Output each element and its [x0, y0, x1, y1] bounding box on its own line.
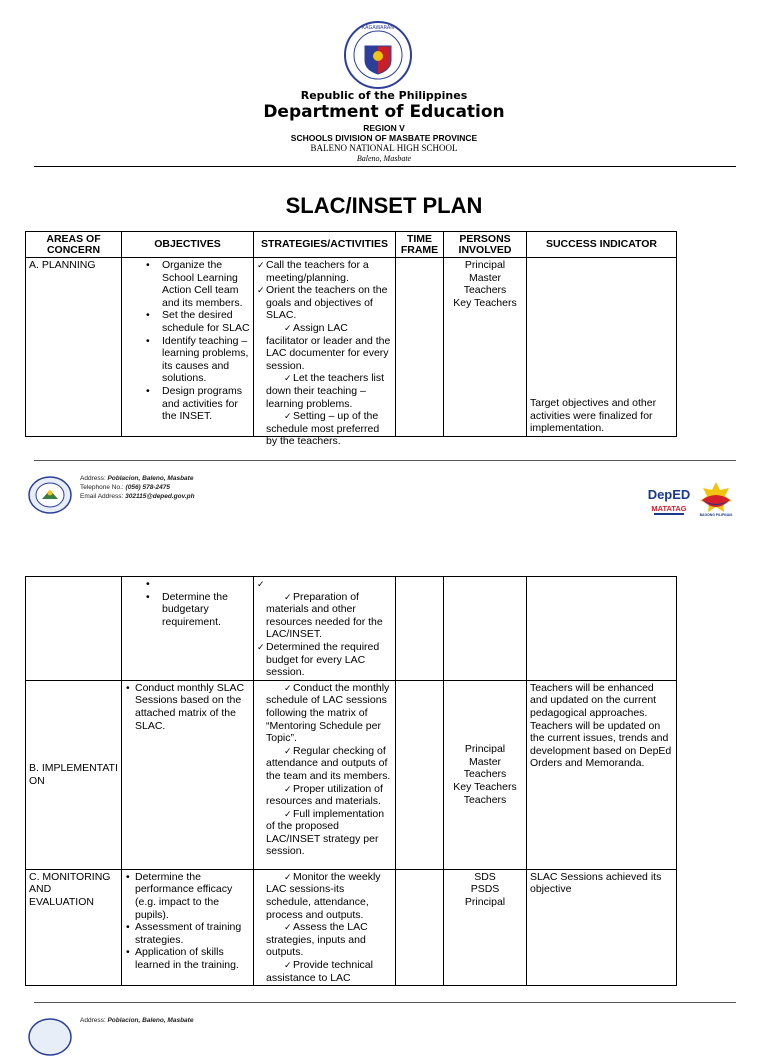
header-divider [34, 166, 736, 167]
footer-divider-2 [34, 1002, 736, 1003]
strategies-cell [254, 258, 396, 448]
footer-contact [80, 474, 195, 501]
objectives-cell [122, 680, 254, 869]
list-item: • Determine the performance efficacy (e.g. impact to the pupils). [125, 871, 250, 921]
col-header-strategies: STRATEGIES/ACTIVITIES [254, 232, 396, 258]
persons-cell: Principal Master Teachers Key Teachers Teachers [444, 680, 527, 869]
col-header-area: AREAS OF CONCERN [26, 232, 122, 258]
plan-table-part-2 [25, 576, 677, 986]
table-row-planning-continued [26, 577, 677, 681]
list-item: ✓ Preparation of materials and other resources needed for the LAC/INSET. [257, 591, 392, 641]
list-item [125, 578, 250, 591]
address-value: Poblacion, Baleno, Masbate [107, 475, 194, 482]
list-item: ✓ Setting – up of the schedule most preferred by the teachers. [257, 410, 392, 448]
strategies-cell [254, 577, 396, 681]
footer [0, 470, 768, 530]
address-value: Poblacion, Baleno, Masbate [107, 1017, 194, 1024]
objectives-cell [122, 258, 254, 437]
list-item: ✓ Orient the teachers on the goals and objectives of SLAC. [257, 284, 392, 322]
success-cell [527, 577, 677, 681]
matatag-text: MATATAG [651, 504, 687, 513]
list-item: • Determine the budgetary requirement. [125, 591, 250, 629]
list-item: ✓ Assign LAC facilitator or leader and the LAC documenter for every session. [257, 322, 392, 372]
time-frame-cell [396, 258, 444, 437]
area-cell: A. PLANNING [26, 258, 122, 437]
deped-logo-text: DepED [647, 487, 691, 502]
success-cell: SLAC Sessions achieved its objective [527, 869, 677, 985]
objectives-cell [122, 869, 254, 985]
strategies-cell [254, 869, 396, 985]
deped-matatag-logo-icon [648, 482, 690, 518]
school-location: Baleno, Masbate [356, 154, 412, 163]
list-item: ✓ Proper utilization of resources and materials. [257, 783, 392, 808]
time-frame-cell [396, 680, 444, 869]
list-item: ✓ Regular checking of attendance and outputs of the team and its members. [257, 745, 392, 783]
list-item: • Assessment of training strategies. [125, 921, 250, 946]
school-name: BALENO NATIONAL HIGH SCHOOL [310, 143, 458, 153]
list-item: ✓ Assess the LAC strategies, inputs and outputs. [257, 921, 392, 959]
table-row-implementation [26, 680, 677, 869]
list-item: ✓ Conduct the monthly schedule of LAC sessions following the matrix of “Mentoring Schedule per Topic”. [257, 682, 392, 745]
bagong-text: BAGONG PILIPINAS [699, 513, 733, 517]
address-label: Address: [80, 1017, 106, 1024]
footer-divider [34, 460, 736, 461]
time-frame-cell [396, 577, 444, 681]
department-name: Department of Education [263, 102, 505, 122]
list-item: ✓ Determined the required budget for every LAC session. [257, 641, 392, 679]
svg-text:KAGAWARAN: KAGAWARAN [361, 25, 395, 31]
telephone-value: (056) 578-2475 [125, 484, 170, 491]
col-header-time-frame: TIME FRAME [396, 232, 444, 258]
school-logo-icon [27, 1017, 73, 1057]
list-item: • Application of skills learned in the training. [125, 946, 250, 971]
list-item: • Conduct monthly SLAC Sessions based on the attached matrix of the SLAC. [125, 682, 250, 732]
footer-contact [80, 1016, 193, 1025]
col-header-objectives: OBJECTIVES [122, 232, 254, 258]
address-label: Address: [80, 475, 106, 482]
area-cell: C. MONITORING AND EVALUATION [26, 869, 122, 985]
persons-cell [444, 577, 527, 681]
time-frame-cell [396, 869, 444, 985]
telephone-label: Telephone No.: [80, 484, 124, 491]
email-value: 302115@deped.gov.ph [125, 493, 195, 500]
persons-cell: SDS PSDS Principal [444, 869, 527, 985]
table-row-planning [26, 258, 677, 437]
area-cell [26, 577, 122, 681]
list-item: ✓ Monitor the weekly LAC sessions-its schedule, attendance, process and outputs. [257, 871, 392, 921]
deped-seal-icon [343, 20, 413, 90]
success-cell: Target objectives and other activities were finalized for implementation. [527, 258, 677, 437]
region-line: REGION V [363, 123, 405, 133]
success-cell: Teachers will be enhanced and updated on the current pedagogical approaches. Teachers will be updated on the current issues, trends and development based on DepEd Orders and Memoranda. [527, 680, 677, 869]
footer-2 [0, 1012, 768, 1024]
list-item [257, 578, 392, 591]
list-item: • Organize the School Learning Action Cell team and its members. [125, 259, 250, 309]
list-item: ✓ Full implementation of the proposed LAC/INSET strategy per session. [257, 808, 392, 858]
list-item: • Design programs and activities for the INSET. [125, 385, 250, 423]
list-item: ✓ Provide technical assistance to LAC [257, 959, 392, 984]
col-header-success: SUCCESS INDICATOR [527, 232, 677, 258]
col-header-persons: PERSONS INVOLVED [444, 232, 527, 258]
list-item: ✓ Let the teachers list down their teaching – learning problems. [257, 372, 392, 410]
list-item: • Identify teaching – learning problems, its causes and solutions. [125, 335, 250, 385]
bagong-pilipinas-logo-icon [696, 478, 736, 518]
list-item: ✓ Call the teachers for a meeting/planning. [257, 259, 392, 284]
plan-table-part-1 [25, 231, 677, 448]
table-header-row [26, 232, 677, 258]
persons-cell: Principal Master Teachers Key Teachers [444, 258, 527, 437]
email-label: Email Address: [80, 493, 124, 500]
objectives-cell [122, 577, 254, 681]
school-logo-icon [27, 475, 73, 515]
table-row-monitoring [26, 869, 677, 985]
strategies-cell [254, 680, 396, 869]
division-line: SCHOOLS DIVISION OF MASBATE PROVINCE [290, 133, 478, 143]
list-item: • Set the desired schedule for SLAC [125, 309, 250, 334]
area-cell: B. IMPLEMENTATI ON [26, 680, 122, 869]
republic-line: Republic of the Philippines [300, 89, 468, 102]
page-title: SLAC/INSET PLAN [285, 193, 483, 218]
